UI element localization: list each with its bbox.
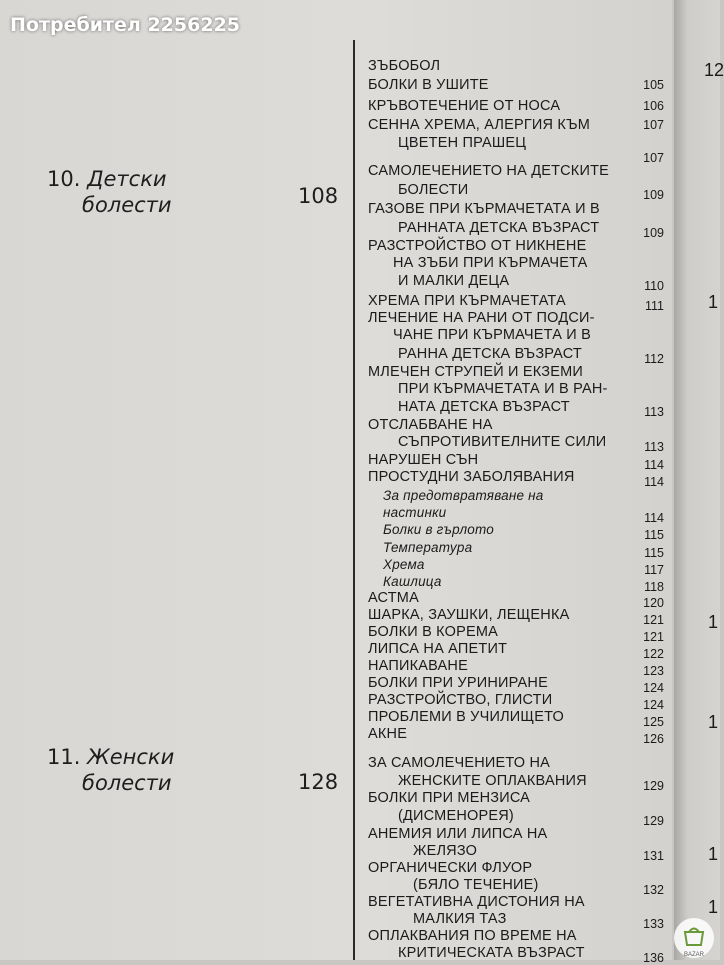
toc-entry: НАПИКАВАНЕ [368,658,468,674]
toc-page-number: 120 [643,596,664,610]
toc-page-number: 112 [644,352,664,366]
toc-entry: БОЛЕСТИ [398,182,469,198]
toc-page-number: 113 [644,440,664,454]
logo-text: BAZAR [683,952,705,958]
toc-entry: БОЛКИ ПРИ МЕНЗИСА [368,790,531,806]
toc-page-number: 136 [643,951,664,965]
toc-entry: И МАЛКИ ДЕЦА [398,273,510,289]
toc-entry: РАЗСТРОЙСТВО, ГЛИСТИ [368,692,553,708]
toc-entry: ЦВЕТЕН ПРАШЕЦ [398,135,527,151]
toc-entry: БОЛКИ В КОРЕМА [368,624,499,640]
toc-entry: РАННА ДЕТСКА ВЪЗРАСТ [398,346,582,362]
user-watermark: Потребител 2256225 [10,14,241,36]
chapter-title-line1: Женски [87,745,175,769]
chapter-title-line2: болести [82,771,172,795]
chapter-number: 10. [47,167,81,191]
toc-page-number: 111 [644,299,664,313]
toc-page-number: 106 [643,99,664,113]
toc-entry: За предотвратяване на [383,488,544,503]
toc-entry: БОЛКИ В УШИТЕ [368,77,489,93]
toc-entry: Хрема [383,557,425,572]
toc-page-number: 110 [644,279,664,293]
toc-entry: СЕННА ХРЕМА, АЛЕРГИЯ КЪМ [368,117,591,133]
toc-page-number: 129 [643,814,664,828]
toc-entry: НАТА ДЕТСКА ВЪЗРАСТ [398,399,570,415]
toc-entry: ЧАНЕ ПРИ КЪРМАЧЕТА И В [393,327,592,343]
toc-page-number: 107 [643,118,664,132]
toc-page-number: 114 [644,511,664,525]
chapter-page-11: 128 [298,770,339,794]
toc-entry: ПРОСТУДНИ ЗАБОЛЯВАНИЯ [368,469,575,485]
next-page-edge [674,0,720,960]
next-page-number: 1 [708,844,719,864]
toc-entry: (БЯЛО ТЕЧЕНИЕ) [413,877,539,893]
toc-entry: ОПЛАКВАНИЯ ПО ВРЕМЕ НА [368,928,577,944]
toc-entry: НАРУШЕН СЪН [368,452,479,468]
toc-page-number: 115 [644,546,664,560]
toc-entry: Болки в гърлото [383,522,495,537]
toc-entry: Температура [383,540,473,555]
toc-entry: АНЕМИЯ ИЛИ ЛИПСА НА [368,826,548,842]
toc-entry: ПРОБЛЕМИ В УЧИЛИЩЕТО [368,709,564,725]
toc-page-number: 109 [643,188,664,202]
toc-entry: МАЛКИЯ ТАЗ [413,911,507,927]
toc-entry: РАННАТА ДЕТСКА ВЪЗРАСТ [398,220,600,236]
toc-page-number: 114 [644,458,664,472]
chapter-title-11 [47,744,174,796]
toc-page-number: 123 [643,664,664,678]
toc-entry: МЛЕЧЕН СТРУПЕЙ И ЕКЗЕМИ [368,364,583,380]
toc-entry: Кашлица [383,574,442,589]
toc-page-number: 124 [643,698,664,712]
toc-entry: ОТСЛАБВАНЕ НА [368,417,493,433]
chapter-title-line2: болести [82,193,172,217]
toc-page-number: 122 [643,647,664,661]
toc-entry: ЗА САМОЛЕЧЕНИЕТО НА [368,755,551,771]
toc-entry: ПРИ КЪРМАЧЕТАТА И В РАН- [398,381,608,397]
toc-page-number: 131 [643,849,664,863]
toc-page-number: 113 [644,405,664,419]
next-page-number: 1 [708,712,719,732]
toc-page-number: 117 [644,563,664,577]
toc-entry: АКНЕ [368,726,408,742]
toc-page-number: 126 [643,732,664,746]
toc-entry: ВЕГЕТАТИВНА ДИСТОНИЯ НА [368,894,585,910]
toc-page-number: 129 [643,779,664,793]
toc-entry: САМОЛЕЧЕНИЕТО НА ДЕТСКИТЕ [368,163,610,179]
toc-page-number: 105 [643,78,664,92]
toc-page-number: 114 [644,475,664,489]
toc-entry: ЛЕЧЕНИЕ НА РАНИ ОТ ПОДСИ- [368,310,595,326]
toc-entry: КРИТИЧЕСКАТА ВЪЗРАСТ [398,945,585,961]
chapter-title-10 [47,166,172,218]
toc-page-number: 121 [643,613,664,627]
toc-entry: ЗЪБОБОЛ [368,58,441,74]
chapter-page-10: 108 [298,184,339,208]
chapter-title-line1: Детски [87,167,167,191]
toc-page-number: 125 [643,715,664,729]
toc-entry: СЪПРОТИВИТЕЛНИТЕ СИЛИ [398,434,607,450]
chapter-number: 11. [47,745,81,769]
next-page-number: 1 [708,292,719,312]
toc-entry: КРЪВОТЕЧЕНИЕ ОТ НОСА [368,98,561,114]
toc-page-number: 121 [643,630,664,644]
toc-page-number: 118 [644,580,664,594]
toc-entry: НА ЗЪБИ ПРИ КЪРМАЧЕТА [393,255,588,271]
toc-entry: ЛИПСА НА АПЕТИТ [368,641,508,657]
toc-entry: ЖЕНСКИТЕ ОПЛАКВАНИЯ [398,773,587,789]
toc-entry: РАЗСТРОЙСТВО ОТ НИКНЕНЕ [368,238,587,254]
toc-page-number: 109 [643,226,664,240]
toc-page-number: 107 [643,151,664,165]
next-page-number: 1 [708,612,719,632]
toc-page-number: 115 [644,528,664,542]
next-page-number: 1 [708,897,719,917]
toc-page-number: 133 [643,917,664,931]
bazar-logo [672,916,716,960]
toc-entry: ЖЕЛЯЗО [413,843,478,859]
toc-entry: (ДИСМЕНОРЕЯ) [398,808,514,824]
toc-entry: БОЛКИ ПРИ УРИНИРАНЕ [368,675,548,691]
toc-entry: ШАРКА, ЗАУШКИ, ЛЕЩЕНКА [368,607,570,623]
next-page-number: 12 [704,60,724,80]
toc-page-number: 124 [643,681,664,695]
toc-entry: настинки [383,505,447,520]
column-divider [353,40,355,960]
toc-entry: ГАЗОВЕ ПРИ КЪРМАЧЕТАТА И В [368,201,600,217]
toc-entry: АСТМА [368,590,419,606]
toc-entry: ОРГАНИЧЕСКИ ФЛУОР [368,860,533,876]
toc-page-number: 132 [643,883,664,897]
toc-entry: ХРЕМА ПРИ КЪРМАЧЕТАТА [368,293,566,309]
